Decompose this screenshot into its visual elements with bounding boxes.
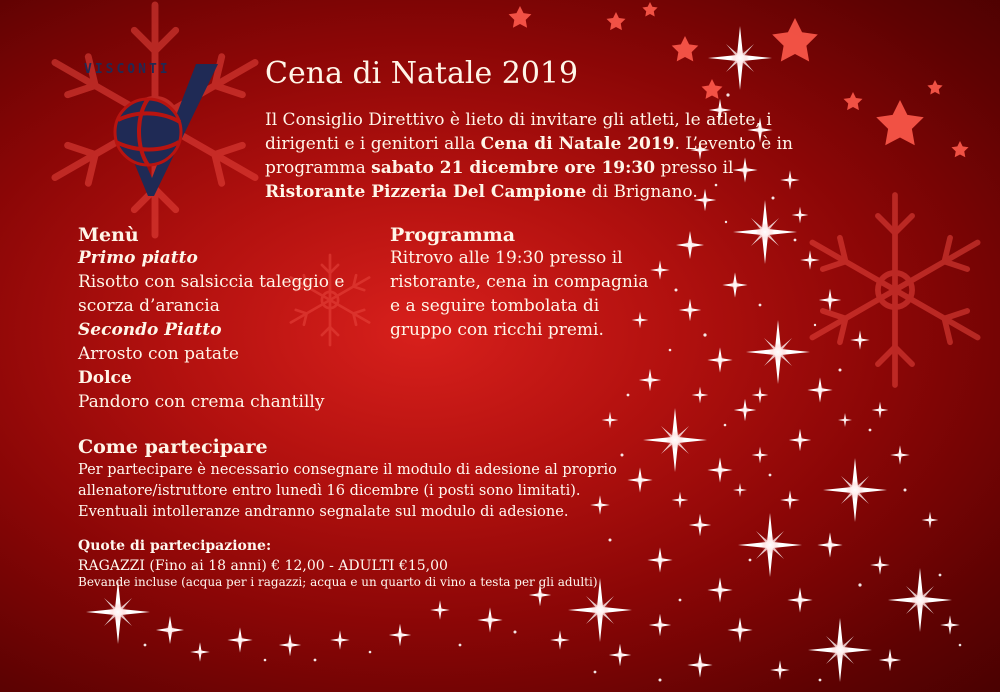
visconti-logo bbox=[78, 60, 228, 200]
event-name: Cena di Natale 2019 bbox=[480, 134, 675, 154]
dolce-label: Dolce bbox=[78, 368, 132, 388]
programma-text: Ritrovo alle 19:30 presso il ristorante, cena in compagnia e a seguire tombolata di gruppo con ricchi premi. bbox=[390, 248, 649, 340]
quote-section bbox=[78, 538, 678, 589]
intro-part-4: di Brignano. bbox=[586, 182, 698, 202]
programma-section bbox=[390, 224, 660, 342]
menu-heading: Menù bbox=[78, 224, 139, 246]
quote-note: Bevande incluse (acqua per i ragazzi; acqua e un quarto di vino a testa per gli adulti) bbox=[78, 575, 598, 589]
dolce-dish: Pandoro con crema chantilly bbox=[78, 392, 325, 412]
primo-dish: Risotto con salsiccia taleggio e scorza d’arancia bbox=[78, 272, 345, 316]
event-datetime: sabato 21 dicembre ore 19:30 bbox=[371, 158, 656, 178]
event-venue: Ristorante Pizzeria Del Campione bbox=[265, 182, 587, 202]
secondo-label: Secondo Piatto bbox=[78, 320, 222, 340]
quote-values: RAGAZZI (Fino ai 18 anni) € 12,00 - ADULTI €15,00 bbox=[78, 558, 448, 574]
secondo-dish: Arrosto con patate bbox=[78, 344, 239, 364]
programma-heading: Programma bbox=[390, 224, 516, 246]
intro-part-3: presso il bbox=[655, 158, 734, 178]
come-heading: Come partecipare bbox=[78, 436, 268, 458]
primo-label: Primo piatto bbox=[78, 248, 198, 268]
quote-heading: Quote di partecipazione: bbox=[78, 538, 272, 554]
intro-part-2: . L’evento è in programma bbox=[265, 134, 793, 178]
logo-text: VISCONTI bbox=[84, 62, 171, 77]
intro-part-1: Il Consiglio Direttivo è lieto di invitare gli atleti, le atlete, i dirigenti e i genitori alla bbox=[265, 110, 772, 154]
come-text-1: Per partecipare è necessario consegnare il modulo di adesione al proprio allenatore/istruttore entro lunedì 16 dicembre (i posti sono limitati). bbox=[78, 462, 617, 499]
come-partecipare-section bbox=[78, 436, 678, 523]
visconti-basketball-logo-icon bbox=[78, 60, 228, 200]
intro-text bbox=[265, 108, 805, 204]
page-title: Cena di Natale 2019 bbox=[265, 56, 579, 91]
come-text-2: Eventuali intolleranze andranno segnalate sul modulo di adesione. bbox=[78, 504, 569, 520]
menu-section bbox=[78, 224, 378, 414]
